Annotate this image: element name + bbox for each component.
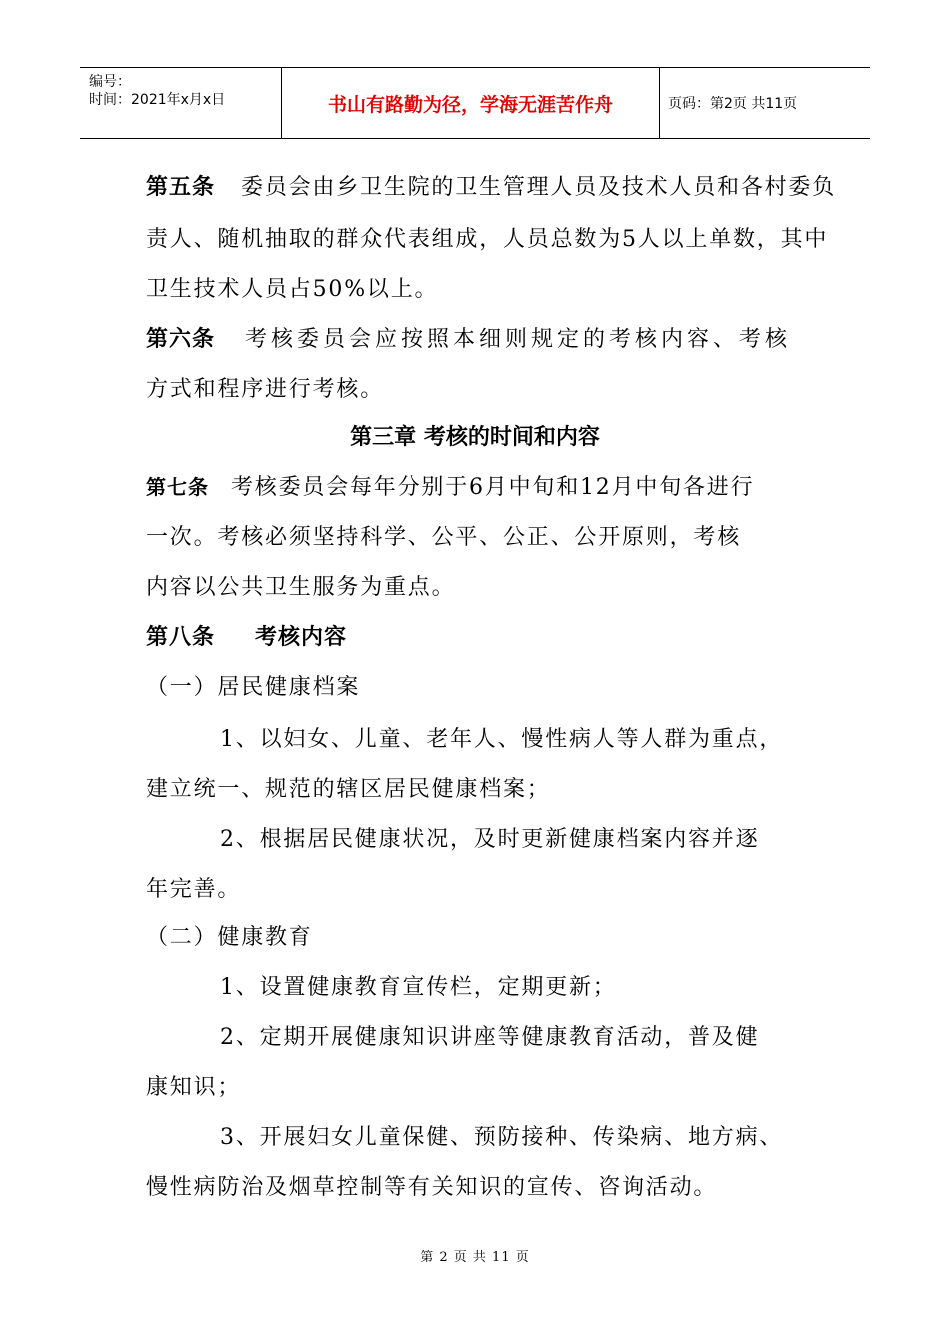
article-7-line-2: 一次。考核必须坚持科学、公平、公正、公开原则，考核 bbox=[146, 525, 742, 550]
section-1-item-1-line-1: 1、以妇女、儿童、老年人、慢性病人等人群为重点， bbox=[220, 727, 784, 752]
article-5-text: 委员会由乡卫生院的卫生管理人员及技术人员和各村委负 bbox=[241, 175, 837, 200]
chapter-3-heading: 第三章 考核的时间和内容 bbox=[350, 425, 600, 450]
section-1-item-1-line-2: 建立统一、规范的辖区居民健康档案； bbox=[146, 777, 551, 802]
article-7-line-3: 内容以公共卫生服务为重点。 bbox=[146, 575, 456, 600]
article-7-text: 考核委员会每年分别于6月中旬和12月中旬各进行 bbox=[231, 475, 755, 500]
header-time: 时间：2021年x月x日 bbox=[89, 92, 226, 108]
article-7-line-1 bbox=[146, 470, 754, 501]
section-2-title: （二）健康教育 bbox=[146, 925, 313, 950]
header-page-info: 页码：第2页 共11页 bbox=[668, 96, 798, 112]
section-1-title: （一）居民健康档案 bbox=[146, 675, 361, 700]
article-5-line-2: 责人、随机抽取的群众代表组成，人员总数为5人以上单数，其中 bbox=[146, 227, 829, 252]
article-5-line-3: 卫生技术人员占50%以上。 bbox=[146, 277, 439, 302]
article-8-subtitle: 考核内容 bbox=[255, 625, 348, 650]
article-6-line-2: 方式和程序进行考核。 bbox=[146, 377, 385, 402]
page-header bbox=[80, 67, 870, 139]
section-1-item-2-line-1: 2、根据居民健康状况，及时更新健康档案内容并逐 bbox=[220, 827, 760, 852]
header-meta bbox=[80, 68, 282, 138]
section-2-item-3-line-2: 慢性病防治及烟草控制等有关知识的宣传、咨询活动。 bbox=[146, 1175, 718, 1200]
header-motto: 书山有路勤为径，学海无涯苦作舟 bbox=[282, 68, 660, 138]
article-6-title: 第六条 bbox=[146, 327, 216, 352]
header-number: 编号： bbox=[89, 74, 131, 90]
page-footer: 第 2 页 共 11 页 bbox=[420, 1250, 530, 1265]
article-8-line-1 bbox=[146, 620, 347, 651]
article-6-line-1 bbox=[146, 322, 791, 353]
section-1-item-2-line-2: 年完善。 bbox=[146, 877, 242, 902]
section-2-item-2-line-1: 2、定期开展健康知识讲座等健康教育活动，普及健 bbox=[220, 1025, 760, 1050]
article-5-title: 第五条 bbox=[146, 175, 216, 200]
article-5-line-1 bbox=[146, 170, 836, 201]
article-6-text: 考核委员会应按照本细则规定的考核内容、考核 bbox=[245, 327, 792, 352]
article-8-title: 第八条 bbox=[146, 625, 216, 650]
section-2-item-3-line-1: 3、开展妇女儿童保健、预防接种、传染病、地方病、 bbox=[220, 1125, 784, 1150]
section-2-item-2-line-2: 康知识； bbox=[146, 1075, 242, 1100]
section-2-item-1-line-1: 1、设置健康教育宣传栏，定期更新； bbox=[220, 975, 617, 1000]
article-7-title: 第七条 bbox=[146, 475, 209, 499]
